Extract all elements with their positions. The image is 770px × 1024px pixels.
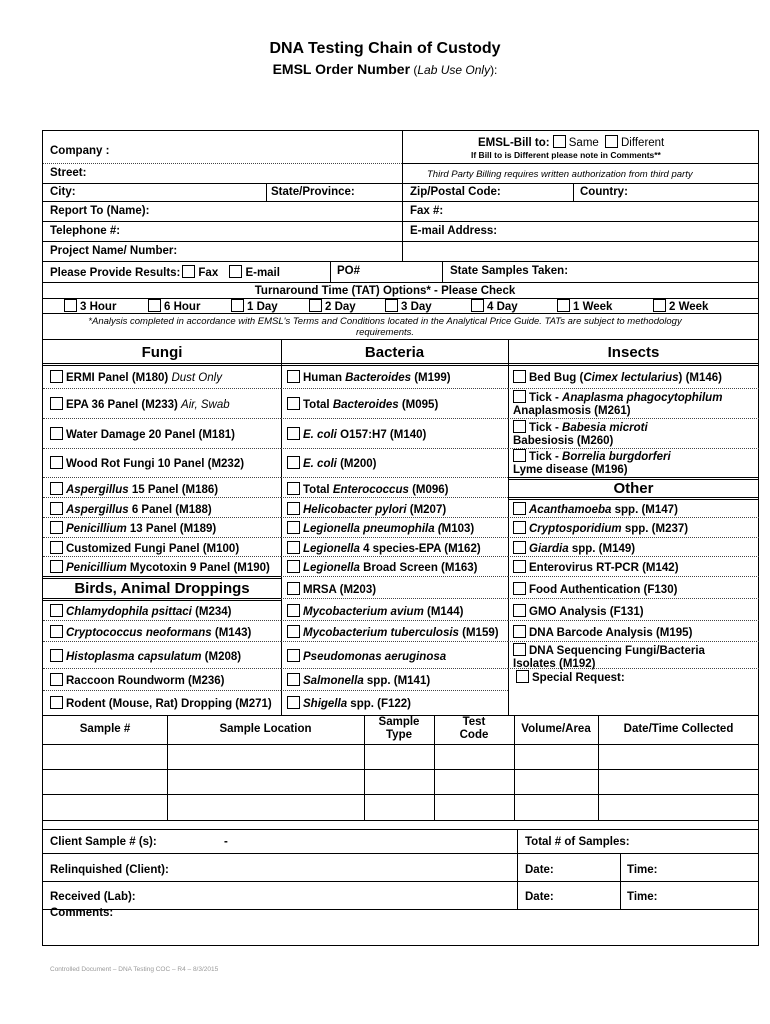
checkbox[interactable]: [287, 582, 300, 595]
report-to-label: Report To (Name):: [50, 205, 150, 217]
item-label: GMO Analysis (F131): [529, 606, 644, 618]
checkbox[interactable]: [513, 643, 526, 656]
item-label-line2: Anaplasmosis (M261): [513, 405, 631, 417]
bacteria-item-enterococcus[interactable]: [287, 482, 449, 496]
bacteria-item-ecoli-o157[interactable]: [287, 427, 426, 441]
checkbox[interactable]: [50, 502, 63, 515]
city-label: City:: [50, 186, 76, 198]
item-label: M103): [441, 523, 475, 535]
fax-number-label: Fax #:: [410, 205, 444, 217]
item-label: spp. (M147): [611, 504, 678, 516]
tat-6-hour-checkbox[interactable]: [148, 299, 161, 312]
checkbox[interactable]: [287, 560, 300, 573]
fungi-item-ermi[interactable]: [50, 370, 222, 384]
provide-results-label: Please Provide Results:: [50, 267, 181, 279]
tat-2-week-label: 2 Week: [669, 301, 709, 313]
item-label-italic: E. coli: [303, 429, 337, 441]
item-label-italic: E. coli: [303, 458, 337, 470]
fungi-item-aspergillus-15[interactable]: [50, 482, 218, 496]
checkbox[interactable]: [513, 582, 526, 595]
item-label-italic: Aspergillus: [66, 484, 129, 496]
item-label: O157:H7 (M140): [336, 429, 427, 441]
item-label-italic: Penicillium: [66, 523, 127, 535]
lab-use-only: Lab Use Only: [417, 63, 491, 77]
item-label-italic: Bacteroides: [332, 399, 399, 411]
checkbox[interactable]: [287, 696, 300, 709]
checkbox[interactable]: [287, 427, 300, 440]
item-label-italic: Salmonella: [303, 675, 364, 687]
tat-2-day-label: 2 Day: [325, 301, 356, 313]
tat-1-day-label: 1 Day: [247, 301, 278, 313]
checkbox[interactable]: [287, 649, 300, 662]
item-label: (M234): [191, 606, 232, 618]
email-address-label: E-mail Address:: [410, 225, 498, 237]
bacteria-item-legionella-pneumophila[interactable]: [287, 521, 474, 535]
tat-3-day-checkbox[interactable]: [385, 299, 398, 312]
comments-label: Comments:: [50, 907, 114, 919]
item-label: Tick -: [529, 451, 563, 463]
insects-item-borrelia[interactable]: [513, 449, 671, 477]
tat-note: *Analysis completed in accordance with EMSL's Terms and Conditions located in the Analytical Price Guide. TATs are subject to methodology: [88, 316, 682, 327]
item-label-italic: Penicillium: [66, 562, 127, 574]
item-label-italic: Histoplasma capsulatum: [66, 651, 202, 663]
item-label: Tick -: [529, 392, 563, 404]
fax-checkbox[interactable]: [182, 265, 195, 278]
other-heading: Other: [613, 480, 654, 497]
item-label: Tick -: [529, 422, 563, 434]
item-label: Wood Rot Fungi 10 Panel (M232): [66, 458, 245, 470]
received-label: Received (Lab):: [50, 891, 136, 903]
col-sample-location: Sample Location: [219, 723, 312, 735]
bacteria-item-human-bacteroides[interactable]: [287, 370, 451, 384]
total-samples-label: Total # of Samples:: [525, 836, 630, 848]
bacteria-item-helicobacter[interactable]: [287, 502, 446, 516]
item-label: (M159): [458, 627, 499, 639]
item-label-italic: Legionella pneumophila (: [303, 523, 442, 535]
bacteria-heading: Bacteria: [364, 344, 425, 361]
item-label-italic: Legionella: [303, 562, 360, 574]
item-label: Total: [303, 484, 333, 496]
client-sample-dash: -: [224, 836, 228, 848]
tat-3-hour[interactable]: [64, 299, 116, 313]
bacteria-item-salmonella[interactable]: [287, 673, 430, 687]
checkbox[interactable]: [50, 397, 63, 410]
checkbox[interactable]: [513, 390, 526, 403]
tat-2-week-checkbox[interactable]: [653, 299, 666, 312]
item-label: Customized Fungi Panel (M100): [66, 543, 240, 555]
checkbox[interactable]: [50, 560, 63, 573]
item-label: 4 species-EPA (M162): [359, 543, 481, 555]
checkbox[interactable]: [287, 604, 300, 617]
email-label: E-mail: [245, 267, 280, 279]
item-label: Raccoon Roundworm (M236): [66, 675, 225, 687]
item-label-italic: Mycobacterium tuberculosis: [303, 627, 459, 639]
checkbox[interactable]: [513, 604, 526, 617]
bacteria-item-mrsa[interactable]: [287, 582, 376, 596]
insects-item-bed-bug[interactable]: [513, 370, 722, 384]
page-title: DNA Testing Chain of Custody: [269, 40, 501, 57]
other-item-dna-sequencing[interactable]: [513, 643, 705, 671]
birds-heading: Birds, Animal Droppings: [74, 580, 250, 597]
item-label: ) (M146): [678, 372, 722, 384]
tat-3-hour-label: 3 Hour: [80, 301, 117, 313]
tat-2-week[interactable]: [653, 299, 708, 313]
item-label: spp. (M237): [621, 523, 689, 535]
other-item-giardia[interactable]: [513, 541, 635, 555]
checkbox[interactable]: [513, 502, 526, 515]
tat-4-day-label: 4 Day: [487, 301, 518, 313]
item-label: 13 Panel (M189): [126, 523, 217, 535]
controlled-document-note: Controlled Document – DNA Testing COC – R4 – 8/3/2015: [50, 966, 219, 973]
col-sample-type-line2: Type: [386, 729, 412, 741]
col-sample-type-line1: Sample: [378, 716, 420, 728]
tat-title: Turnaround Time (TAT) Options* - Please Check: [254, 285, 516, 297]
other-item-dna-barcode[interactable]: [513, 625, 692, 639]
item-label: Enterovirus RT-PCR (M142): [529, 562, 679, 574]
tat-3-day[interactable]: [385, 299, 432, 313]
item-label-italic: Anaplasma phagocytophilum: [562, 392, 723, 404]
checkbox[interactable]: [50, 673, 63, 686]
tat-1-week-label: 1 Week: [573, 301, 613, 313]
fungi-item-epa36[interactable]: [50, 397, 230, 411]
checkbox[interactable]: [287, 541, 300, 554]
checkbox[interactable]: [287, 502, 300, 515]
state-samples-label: State Samples Taken:: [450, 265, 569, 277]
checkbox[interactable]: [50, 625, 63, 638]
checkbox[interactable]: [513, 560, 526, 573]
order-paren-open: (: [410, 63, 418, 77]
item-label-italic: Bacteroides: [345, 372, 412, 384]
checkbox[interactable]: [50, 482, 63, 495]
bacteria-item-mycobacterium-tb[interactable]: [287, 625, 499, 639]
item-label-italic: Helicobacter pylori: [303, 504, 407, 516]
item-label: (M208): [201, 651, 242, 663]
checkbox[interactable]: [50, 604, 63, 617]
item-label-italic: Pseudomonas aeruginosa: [303, 651, 447, 663]
item-label: spp. (M149): [568, 543, 636, 555]
item-label: EPA 36 Panel (M233): [66, 399, 182, 411]
item-label: (M096): [408, 484, 449, 496]
item-label: Food Authentication (F130): [529, 584, 678, 596]
checkbox[interactable]: [50, 456, 63, 469]
same-checkbox[interactable]: [553, 135, 566, 148]
checkbox[interactable]: [513, 449, 526, 462]
item-label-italic: Cimex lectularius: [583, 372, 679, 384]
fungi-item-penicillium-mycotoxin[interactable]: [50, 560, 270, 574]
other-item-special-request[interactable]: [516, 670, 625, 684]
checkbox[interactable]: [50, 427, 63, 440]
company-label: Company :: [50, 145, 110, 157]
checkbox[interactable]: [513, 420, 526, 433]
different-label: Different: [621, 137, 665, 149]
item-label-line2: Babesiosis (M260): [513, 435, 614, 447]
col-date-time: Date/Time Collected: [623, 723, 734, 735]
email-checkbox[interactable]: [229, 265, 242, 278]
bill-to-label: EMSL-Bill to:: [478, 137, 550, 149]
item-label-italic: Giardia: [529, 543, 569, 555]
relinquished-time-label: Time:: [627, 864, 658, 876]
item-label-italic: Babesia microti: [562, 422, 648, 434]
item-label-italic: Acanthamoeba: [529, 504, 612, 516]
birds-item-chlamydophila[interactable]: [50, 604, 232, 618]
item-label: MRSA (M203): [303, 584, 377, 596]
birds-item-raccoon[interactable]: [50, 673, 224, 687]
item-label: (M199): [411, 372, 451, 384]
different-checkbox[interactable]: [605, 135, 618, 148]
col-volume-area: Volume/Area: [521, 723, 591, 735]
checkbox[interactable]: [513, 370, 526, 383]
item-label: (M200): [336, 458, 377, 470]
checkbox[interactable]: [287, 370, 300, 383]
received-date-label: Date:: [525, 891, 554, 903]
checkbox[interactable]: [516, 670, 529, 683]
item-label: 6 Panel (M188): [128, 504, 212, 516]
third-party-note: Third Party Billing requires written authorization from third party: [427, 169, 693, 180]
item-label-italic: Aspergillus: [66, 504, 129, 516]
fax-label: Fax: [198, 267, 219, 279]
checkbox[interactable]: [50, 370, 63, 383]
item-label-italic: Enterococcus: [332, 484, 409, 496]
bacteria-item-legionella-4[interactable]: [287, 541, 481, 555]
checkbox[interactable]: [287, 482, 300, 495]
bill-to-note: If Bill to is Different please note in Comments**: [471, 150, 661, 160]
checkbox[interactable]: [50, 541, 63, 554]
bacteria-item-pseudomonas[interactable]: [287, 649, 446, 663]
item-label: spp. (F122): [347, 698, 412, 710]
col-sample-number: Sample #: [79, 723, 131, 735]
provide-results-line: [50, 265, 280, 279]
country-label: Country:: [580, 186, 628, 198]
tat-2-day[interactable]: [309, 299, 356, 313]
other-item-acanthamoeba[interactable]: [513, 502, 678, 516]
tat-6-hour[interactable]: [148, 299, 200, 313]
bacteria-item-total-bacteroides[interactable]: [287, 397, 438, 411]
item-label: spp. (M141): [363, 675, 431, 687]
item-label-italic: Dust Only: [171, 372, 222, 384]
project-label: Project Name/ Number:: [50, 245, 178, 257]
tat-note-2: requirements.: [355, 327, 415, 338]
item-label: Water Damage 20 Panel (M181): [66, 429, 235, 441]
zip-label: Zip/Postal Code:: [410, 186, 501, 198]
item-label-italic: Borrelia burgdorferi: [562, 451, 671, 463]
insects-item-anaplasma[interactable]: [513, 390, 722, 418]
bacteria-item-legionella-broad[interactable]: [287, 560, 477, 574]
checkbox[interactable]: [513, 521, 526, 534]
tat-2-day-checkbox[interactable]: [309, 299, 322, 312]
tat-1-day[interactable]: [231, 299, 278, 313]
received-time-label: Time:: [627, 891, 658, 903]
item-label-italic: Cryptosporidium: [529, 523, 622, 535]
item-label: ERMI Panel (M180): [66, 372, 172, 384]
checkbox[interactable]: [513, 625, 526, 638]
tat-1-day-checkbox[interactable]: [231, 299, 244, 312]
relinquished-date-label: Date:: [525, 864, 554, 876]
fungi-item-wood-rot[interactable]: [50, 456, 244, 470]
fungi-item-aspergillus-6[interactable]: [50, 502, 212, 516]
telephone-label: Telephone #:: [50, 225, 121, 237]
checkbox[interactable]: [287, 673, 300, 686]
item-label: Mycotoxin 9 Panel (M190): [126, 562, 270, 574]
order-paren-close: ):: [490, 63, 498, 77]
other-item-enterovirus[interactable]: [513, 560, 679, 574]
birds-item-histoplasma[interactable]: [50, 649, 241, 663]
po-label: PO#: [337, 265, 361, 277]
item-label: DNA Sequencing Fungi/Bacteria: [529, 645, 705, 657]
birds-item-rodent[interactable]: [50, 696, 272, 710]
street-label: Street:: [50, 167, 87, 179]
checkbox[interactable]: [287, 521, 300, 534]
item-label: DNA Barcode Analysis (M195): [529, 627, 693, 639]
item-label: 15 Panel (M186): [128, 484, 219, 496]
item-label-italic: Air, Swab: [181, 399, 230, 411]
state-label: State/Province:: [271, 186, 355, 198]
checkbox[interactable]: [287, 397, 300, 410]
checkbox[interactable]: [287, 456, 300, 469]
item-label: (M207): [406, 504, 447, 516]
birds-item-cryptococcus[interactable]: [50, 625, 251, 639]
order-number-label: EMSL Order Number: [272, 61, 411, 77]
item-label: Human: [303, 372, 346, 384]
tat-1-week[interactable]: [557, 299, 612, 313]
item-label: Bed Bug (: [529, 372, 584, 384]
checkbox[interactable]: [50, 696, 63, 709]
item-label: Broad Screen (M163): [359, 562, 478, 574]
other-item-food-auth[interactable]: [513, 582, 677, 596]
tat-4-day[interactable]: [471, 299, 518, 313]
bacteria-item-mycobacterium-avium[interactable]: [287, 604, 463, 618]
col-test-code-line2: Code: [459, 729, 489, 741]
item-label: Special Request:: [532, 672, 625, 684]
item-label: (M144): [423, 606, 464, 618]
item-label: (M143): [211, 627, 252, 639]
tat-1-week-checkbox[interactable]: [557, 299, 570, 312]
item-label-italic: Cryptococcus neoformans: [66, 627, 212, 639]
col-test-code-line1: Test: [462, 716, 486, 728]
item-label-italic: Shigella: [303, 698, 348, 710]
checkbox[interactable]: [513, 541, 526, 554]
item-label: (M095): [398, 399, 439, 411]
item-label: Total: [303, 399, 333, 411]
item-label-italic: Chlamydophila psittaci: [66, 606, 192, 618]
bacteria-item-shigella[interactable]: [287, 696, 411, 710]
client-sample-label: Client Sample # (s):: [50, 836, 157, 848]
other-item-cryptosporidium[interactable]: [513, 521, 688, 535]
checkbox[interactable]: [287, 625, 300, 638]
fungi-item-penicillium-13[interactable]: [50, 521, 216, 535]
fungi-item-water-damage[interactable]: [50, 427, 235, 441]
col-sample-type: [364, 716, 434, 742]
same-label: Same: [568, 137, 599, 149]
insects-heading: Insects: [607, 344, 660, 361]
item-label-line2: Isolates (M192): [513, 658, 596, 670]
tat-6-hour-label: 6 Hour: [164, 301, 201, 313]
other-item-gmo[interactable]: [513, 604, 644, 618]
tat-4-day-checkbox[interactable]: [471, 299, 484, 312]
col-test-code: [434, 716, 514, 742]
fungi-item-customized[interactable]: [50, 541, 239, 555]
item-label-line2: Lyme disease (M196): [513, 464, 628, 476]
checkbox[interactable]: [50, 649, 63, 662]
tat-3-day-label: 3 Day: [401, 301, 432, 313]
fungi-heading: Fungi: [141, 344, 183, 361]
order-number-line: [0, 61, 770, 77]
bill-to-line: [478, 135, 664, 149]
item-label: Rodent (Mouse, Rat) Dropping (M271): [66, 698, 272, 710]
tat-3-hour-checkbox[interactable]: [64, 299, 77, 312]
item-label-italic: Mycobacterium avium: [303, 606, 424, 618]
insects-item-babesia[interactable]: [513, 420, 648, 448]
item-label-italic: Legionella: [303, 543, 360, 555]
bacteria-item-ecoli[interactable]: [287, 456, 377, 470]
checkbox[interactable]: [50, 521, 63, 534]
relinquished-label: Relinquished (Client):: [50, 864, 169, 876]
